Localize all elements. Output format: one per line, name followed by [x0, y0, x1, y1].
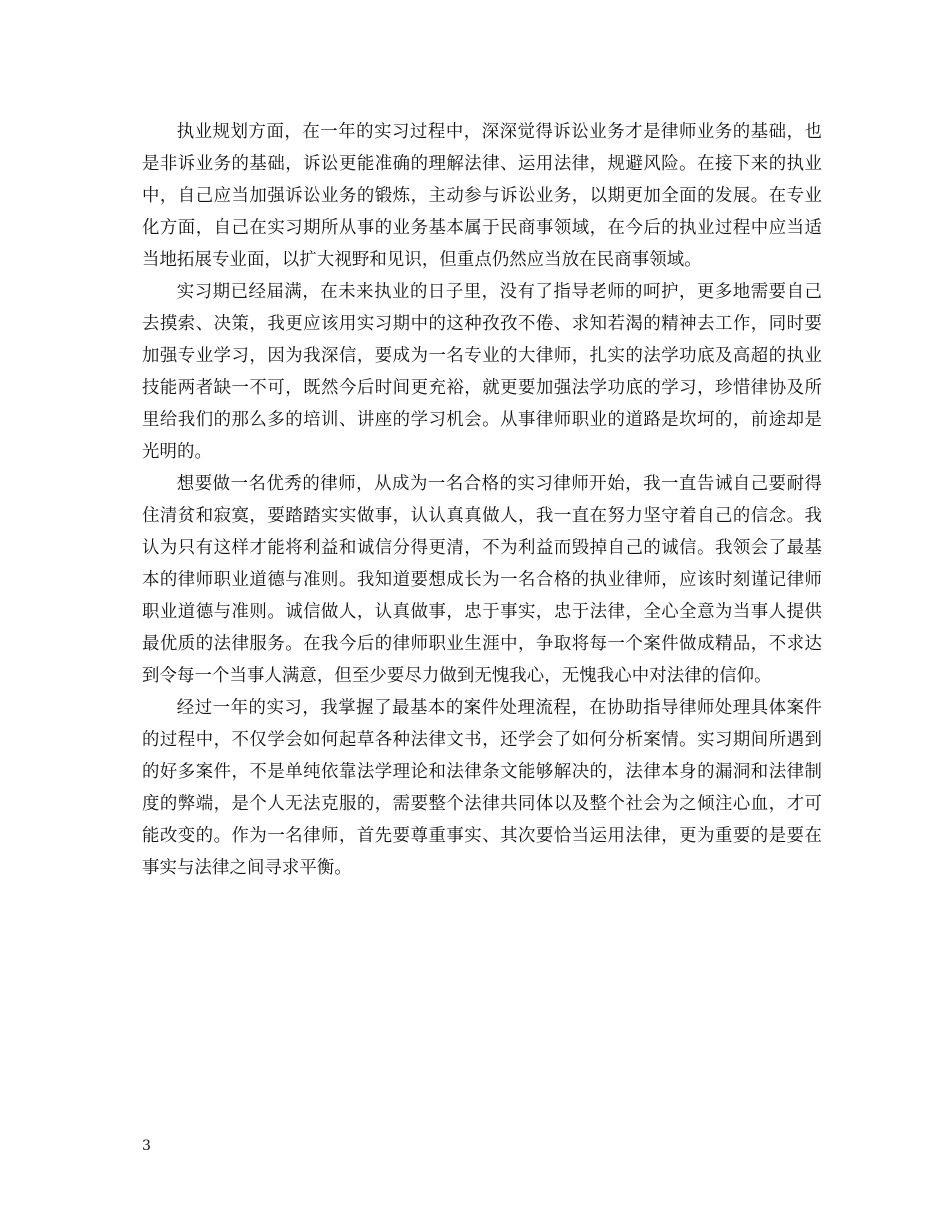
document-body [142, 116, 822, 884]
paragraph-excellent-lawyer: 想要做一名优秀的律师，从成为一名合格的实习律师开始，我一直告诫自己要耐得住清贫和寂寞，要踏踏实实做事，认认真真做人，我一直在努力坚守着自己的信念。我认为只有这样才能将利益和诚信分得更清，不为利益而毁掉自己的诚信。我领会了最基本的律师职业道德与准则。我知道要想成长为一名合格的执业律师，应该时刻谨记律师职业道德与准则。诚信做人，认真做事，忠于事实，忠于法律，全心全意为当事人提供最优质的法律服务。在我今后的律师职业生涯中，争取将每一个案件做成精品，不求达到令每一个当事人满意，但至少要尽力做到无愧我心，无愧我心中对法律的信仰。 [142, 474, 822, 686]
paragraph-internship-ended: 实习期已经届满，在未来执业的日子里，没有了指导老师的呵护，更多地需要自己去摸索、决策，我更应该用实习期中的这种孜孜不倦、求知若渴的精神去工作，同时要加强专业学习，因为我深信，要成为一名专业的大律师，扎实的法学功底及高超的执业技能两者缺一不可，既然今后时间更充裕，就更要加强法学功底的学习，珍惜律协及所里给我们的那么多的培训、讲座的学习机会。从事律师职业的道路是坎坷的，前途却是光明的。 [142, 282, 822, 462]
paragraph-career-planning: 执业规划方面，在一年的实习过程中，深深觉得诉讼业务才是律师业务的基础，也是非诉业务的基础，诉讼更能准确的理解法律、运用法律，规避风险。在接下来的执业中，自己应当加强诉讼业务的锻炼，主动参与诉讼业务，以期更加全面的发展。在专业化方面，自己在实习期所从事的业务基本属于民商事领域，在今后的执业过程中应当适当地拓展专业面，以扩大视野和见识，但重点仍然应当放在民商事领域。 [142, 122, 822, 270]
page-number: 3 [142, 1138, 151, 1154]
paragraph-case-handling: 经过一年的实习，我掌握了最基本的案件处理流程，在协助指导律师处理具体案件的过程中，不仅学会如何起草各种法律文书，还学会了如何分析案情。实习期间所遇到的好多案件，不是单纯依靠法学理论和法律条文能够解决的，法律本身的漏洞和法律制度的弊端，是个人无法克服的，需要整个法律共同体以及整个社会为之倾注心血，才可能改变的。作为一名律师，首先要尊重事实、其次要恰当运用法律，更为重要的是要在事实与法律之间寻求平衡。 [142, 698, 822, 878]
